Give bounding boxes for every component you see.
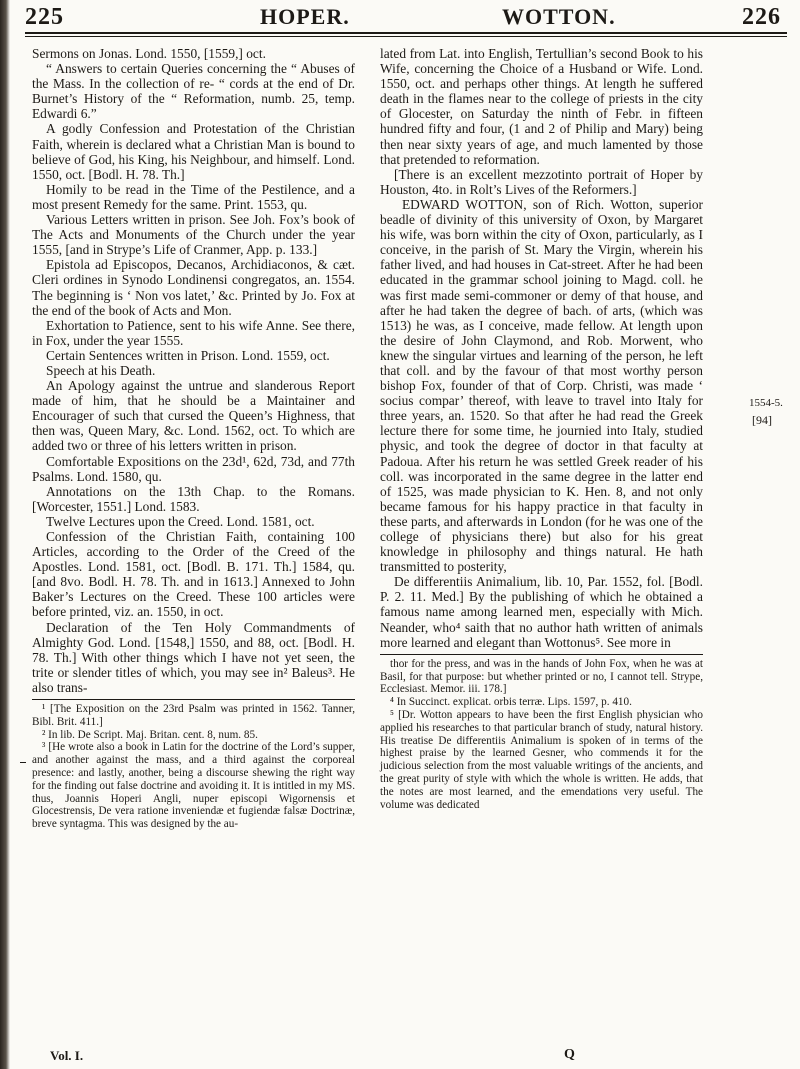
entry-confession-christian-faith: Confession of the Christian Faith, containing 100 Articles, according to the Order of the Creed of the Apostles. Lond. 1581, oct. [Bodl. B. 171. Th.] 1584, qu. [and 8vo. Bodl. H. 78. Th. and in 1613.] Annexed to John Baker’s Lectures on the Creed. These 100 articles were before printed, viz. an. 1550, in oct. xyxy=(32,529,355,620)
entry-mezzotinto-note: [There is an excellent mezzotinto portrait of Hoper by Houston, 4to. in Rolt’s Lives of the Reformers.] xyxy=(380,166,703,197)
entry-various-letters: Various Letters written in prison. See Joh. Fox’s book of The Acts and Monuments of the Church under the year 1555, [and in Strype’s Life of Cranmer, App. p. 133.] xyxy=(32,212,355,258)
footnote-5: ⁵ [Dr. Wotton appears to have been the first English physician who applied his researches to that particular branch of study, natural history. His treatise De differentiis Animalium is spoken of in terms of the highest praise by the learned Gesner, who commends it for the judicious selection from the most valuable writings of the ancients, and the great purity of style with which the whole is written. He adds, that the notes are most learned, and the emendations very useful. The volume was dedicated xyxy=(380,708,703,811)
entry-homily-pestilence: Homily to be read in the Time of the Pestilence, and a most present Remedy for the same. Print. 1553, qu. xyxy=(32,181,355,212)
signature-mark: Q xyxy=(564,1047,575,1062)
biography-edward-wotton: EDWARD WOTTON, son of Rich. Wotton, superior beadle of divinity of this university of Oxon, by Margaret his wife, was born within the city of Oxon, particularly, as I conceive, in the parish of St. Mary the Virgin, wherein his father lived, and had houses in Cat-street. After he had been educated in the grammar school joining to Magd. coll. he was first made semi-commoner or demy of that house, and after he had taken the degree of bach. of arts, (which was 1513) he was, as I conceive, made fellow. At length upon the desire of John Claymond, and Rob. Morwent, who knew the singular virtues and learning of the person, he left that coll. and by the favour of that most worthy person bishop Fox, founder of that of Corp. Christi, was made ‘ socius compar’ thereof, with leave to travel into Italy for three years, an. 1520. So that after he had read the Greek lecture there for some time, he journied into Italy, studied physic, and took the degree of doctor in that faculty at Padoua. After his return he was settled Greek reader of his coll. was incorporated in the same degree in the latter end of 1525, was made physician to K. Hen. 8, and not only became famous for his happy practice in that faculty in these parts, and afterwards in London (for he was one of the college of physicians there) but also for his great knowledge in philosophy and things natural. He hath transmitted to posterity, xyxy=(380,196,703,575)
entry-sermons-on-jonas: Sermons on Jonas. Lond. 1550, [1559,] oct. xyxy=(32,46,266,61)
entry-exhortation-patience: Exhortation to Patience, sent to his wife Anne. See there, in Fox, under the year 1555. xyxy=(32,317,355,348)
entry-apology: An Apology against the untrue and slanderous Report made of him, that he should be a Maintainer and Encourager of such that cursed the Queen’s Highness, that then was, Queen Mary, &c. Lond. 1562, oct. To which are added two or three of his letters written in prison. xyxy=(32,378,355,454)
entry-certain-sentences: Certain Sentences written in Prison. Lond. 1559, oct. xyxy=(46,347,330,363)
footnote-3-continued: thor for the press, and was in the hands of John Fox, when he was at Basil, for that purpose: but whether printed or no, I cannot tell. Strype, Ecclesiast. Memor. iii. 178.] xyxy=(380,657,703,696)
footnote-2: ² In lib. De Script. Maj. Britan. cent. 8, num. 85. xyxy=(42,728,258,741)
right-footnotes xyxy=(380,658,703,812)
entry-continued-translation: lated from Lat. into English, Tertullian’s second Book to his Wife, concerning the Choice of a Husband or Wife. Lond. 1550, oct. and perhaps other things. At length he suffered death in the flames near to the college of priests in the city of Glocester, on Saturday the ninth of Febr. in fifteen hundred fifty and four, (1 and 2 of Philip and Mary) being then near sixty years of age, and much lamented by those that pretended to reformation. xyxy=(380,46,703,167)
entry-answers-to-queries: “ Answers to certain Queries concerning the “ Abuses of the Mass. In the collection of re- “ cords at the end of Dr. Burnet’s History of the “ Reformation, numb. 25, temp. Edwardi 6.” xyxy=(32,61,355,122)
left-running-title: HOPER. xyxy=(260,4,350,29)
right-running-title: WOTTON. xyxy=(502,4,616,29)
margin-bracket-number: [94] xyxy=(752,413,772,427)
entry-twelve-lectures: Twelve Lectures upon the Creed. Lond. 1581, oct. xyxy=(46,513,315,529)
entry-annotations-romans: Annotations on the 13th Chap. to the Romans. [Worcester, 1551.] Lond. 1583. xyxy=(32,483,355,514)
book-spine-shadow xyxy=(0,0,10,1069)
entry-godly-confession: A godly Confession and Protestation of the Christian Faith, wherein is declared what a Christian Man is bound to believe of God, his King, his Neighbour, and himself. Lond. 1550, oct. [Bodl. H. 78. Th.] xyxy=(32,121,355,182)
entry-epistola: Epistola ad Episcopos, Decanos, Archidiaconos, & cæt. Cleri ordines in Synodo Londinensi congregatos, an. 1554. The beginning is ‘ Non vos latet,’ &c. Printed by Jo. Fox at the end of the book of Acts and Mon. xyxy=(32,257,355,318)
margin-year-range: 1554-5. xyxy=(749,397,783,409)
entry-de-differentiis: De differentiis Animalium, lib. 10, Par. 1552, fol. [Bodl. P. 2. 11. Med.] By the publishing of which he obtained a famous name among learned men, especially with Mich. Neander, who⁴ saith that no author hath written of animals more learned and elegant than Wottonus⁵. See more in xyxy=(380,574,703,650)
entry-comfortable-expositions: Comfortable Expositions on the 23d¹, 62d, 73d, and 77th Psalms. Lond. 1580, qu. xyxy=(32,453,355,484)
footnote-separator-left xyxy=(32,699,355,700)
footnote-1: ¹ [The Exposition on the 23rd Psalm was printed in 1562. Tanner, Bibl. Brit. 411.] xyxy=(32,703,355,728)
margin-tick xyxy=(20,762,26,763)
entry-declaration-commandments: Declaration of the Ten Holy Commandments of Almighty God. Lond. [1548,] 1550, and 88, oct. [Bodl. H. 78. Th.] With other things which I have not yet seen, the trite or slender titles of which, you may see in² Baleus³. He also trans- xyxy=(32,619,355,695)
right-page-number: 226 xyxy=(742,4,781,30)
left-column xyxy=(32,46,355,831)
header-rule-bottom xyxy=(25,36,787,37)
footnote-separator-right xyxy=(380,654,703,655)
left-page-number: 225 xyxy=(25,4,64,30)
footnote-3: ³ [He wrote also a book in Latin for the doctrine of the Lord’s supper, and another against the mass, and a third against the corporeal presence: and lastly, another, being a discourse shewing the right way for the finding out false doctrine and avoiding it. It is intitled in my MS. thus, Joannis Hoperi Angli, nuper episcopi Wigornensis et Glocestrensis, De vera ratione inveniendæ et fugiendæ falsæ Doctrinæ, breve syntagma. This was designed by the au- xyxy=(32,741,355,831)
left-footnotes xyxy=(32,703,355,831)
volume-mark: Vol. I. xyxy=(50,1048,84,1063)
entry-speech-at-death: Speech at his Death. xyxy=(46,362,156,378)
header-rule-top xyxy=(25,32,787,34)
right-column xyxy=(380,46,703,811)
footnote-4: ⁴ In Succinct. explicat. orbis terræ. Lips. 1597, p. 410. xyxy=(390,696,632,709)
